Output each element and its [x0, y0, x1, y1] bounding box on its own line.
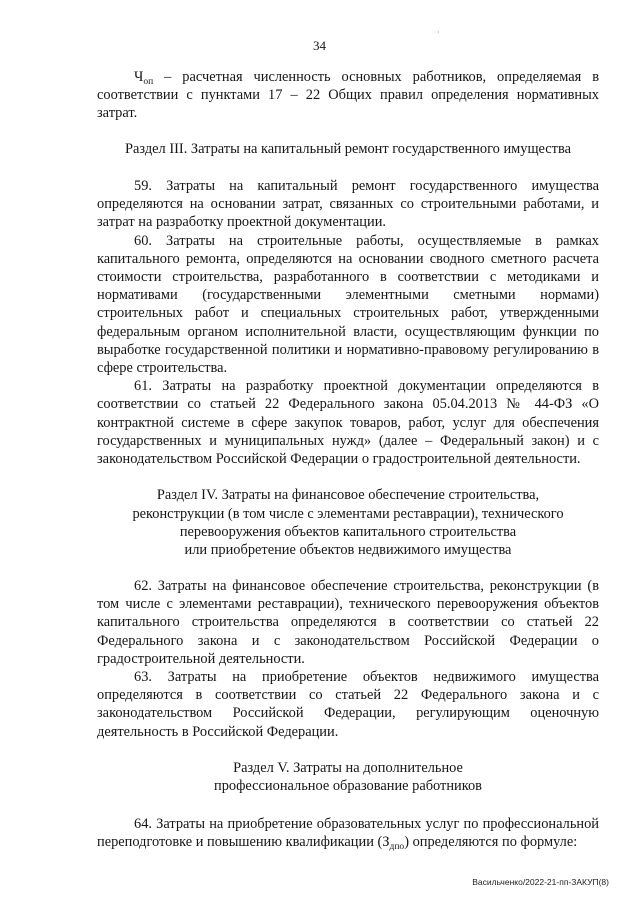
paragraph-64-text: 64. Затраты на приобретение образовательных услуг по профессиональной переподготовке и повышению квалификации (: [97, 815, 599, 850]
section-5-heading: [97, 759, 599, 796]
paragraph-63: 63. Затраты на приобретение объектов недвижимого имущества определяются в соответствии со статьей 22 Федерального закона и с законодательством Российской Федерации, регулирующим оценочную деятельность в Российской Федерации.: [97, 668, 599, 740]
formula-symbol-z: З: [382, 833, 390, 850]
paragraph-62: 62. Затраты на финансовое обеспечение строительства, реконструкции (в том числе с элементами реставрации), технического перевооружения объектов капитального строительства определяются в соответствии со статьей 22 Федерального закона и с законодательством Российской Федерации о градостроительной деятельности.: [97, 577, 599, 667]
document-body: [97, 68, 599, 851]
paragraph-61: 61. Затраты на разработку проектной документации определяются в соответствии со статьей 22 Федерального закона 05.04.2013 № 44-ФЗ «О контрактной системе в сфере закупок товаров, работ, услуг для обеспечения государственных и муниципальных нужд» (далее – Федеральный закон) и с законодательством Российской Федерации о градостроительной деятельности.: [97, 378, 599, 468]
document-footer-id: Васильченко/2022-21-пп-ЗАКУП(8): [472, 877, 609, 887]
section-4-heading-line-2: реконструкции (в том числе с элементами реставрации), технического: [132, 505, 564, 522]
paragraph-64-end: ) определяются по формуле:: [404, 833, 578, 850]
formula-subscript-dpo: дпо: [389, 841, 405, 852]
page-number: 34: [313, 38, 326, 53]
intro-text: – расчетная численность основных работников, определяемая в соответствии с пунктами 17 – 22 Общих правил определения нормативных затрат.: [97, 69, 599, 122]
section-5-heading-line-2: профессиональное образование работников: [214, 778, 482, 795]
stray-mark: ·: [437, 28, 440, 37]
section-3-heading: Раздел III. Затраты на капитальный ремонт государственного имущества: [125, 140, 571, 157]
section-5-heading-line-1: Раздел V. Затраты на дополнительное: [233, 759, 463, 776]
paragraph-59: 59. Затраты на капитальный ремонт государственного имущества определяются на основании затрат, связанных со строительными работами, и затрат на разработку проектной документации.: [97, 178, 599, 231]
section-4-heading-line-1: Раздел IV. Затраты на финансовое обеспечение строительства,: [156, 487, 540, 504]
intro-paragraph: [97, 68, 599, 123]
paragraph-64: [97, 815, 599, 851]
section-4-heading-line-4: или приобретение объектов недвижимого имущества: [184, 542, 512, 559]
formula-symbol: Ч: [134, 69, 144, 85]
formula-subscript: оп: [143, 77, 154, 87]
section-4-heading-line-3: перевооружения объектов капитального строительства: [179, 524, 517, 541]
paragraph-60: 60. Затраты на строительные работы, осуществляемые в рамках капитального ремонта, определяются на основании сводного сметного расчета стоимости строительства, разработанного в соответствии с методиками и нормативами (государственными элементными сметными нормами) строительных работ и специальных строительных работ, утвержденными федеральным органом исполнительной власти, осуществляющим функции по выработке государственной политики и нормативно-правовому регулированию в сфере строительства.: [97, 232, 599, 377]
section-4-heading: [97, 486, 599, 560]
